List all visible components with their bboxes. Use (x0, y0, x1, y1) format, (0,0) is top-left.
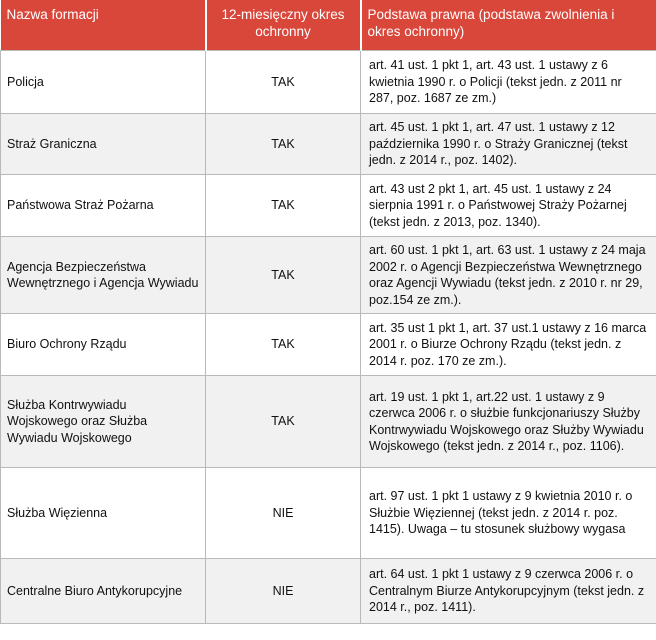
legal-basis-text: art. 60 ust. 1 pkt 1, art. 63 ust. 1 ustawy z 24 maja 2002 r. o Agencji Bezpieczeństwa Wewnętrznego oraz Agencji Wywiadu (tekst jedn. z 2010 r. nr 29, poz.154 ze zm.). (361, 237, 656, 314)
formation-name: Służba Kontrwywiadu Wojskowego oraz Służba Wywiadu Wojskowego (1, 376, 206, 468)
table-row (1, 376, 656, 468)
protection-period-value: NIE (206, 559, 361, 624)
formation-name: Państwowa Straż Pożarna (1, 175, 206, 237)
legal-basis-text: art. 43 ust 2 pkt 1, art. 45 ust. 1 ustawy z 24 sierpnia 1991 r. o Państwowej Straży Pożarnej (tekst jedn. z 2013, poz. 1340). (361, 175, 656, 237)
formation-name: Agencja Bezpieczeństwa Wewnętrznego i Agencja Wywiadu (1, 237, 206, 314)
legal-basis-text: art. 35 ust 1 pkt 1, art. 37 ust.1 ustawy z 16 marca 2001 r. o Biurze Ochrony Rządu (tekst jedn. z 2014 r. poz. 170 ze zm.). (361, 314, 656, 376)
table-row (1, 114, 656, 175)
table-row (1, 314, 656, 376)
protection-period-value: TAK (206, 237, 361, 314)
table-header-row (1, 0, 656, 51)
formation-name: Straż Graniczna (1, 114, 206, 175)
formation-name: Biuro Ochrony Rządu (1, 314, 206, 376)
legal-basis-text: art. 64 ust. 1 pkt 1 ustawy z 9 czerwca 2006 r. o Centralnym Biurze Antykorupcyjnym (tekst jedn. z 2014 r., poz. 1411). (361, 559, 656, 624)
formation-name: Policja (1, 51, 206, 114)
legal-basis-text: art. 19 ust. 1 pkt 1, art.22 ust. 1 ustawy z 9 czerwca 2006 r. o służbie funkcjonariuszy Służby Kontrwywiadu Wojskowego oraz Służby Wywiadu Wojskowego (tekst jedn. z 2014 r., poz. 1106). (361, 376, 656, 468)
legal-basis-text: art. 97 ust. 1 pkt 1 ustawy z 9 kwietnia 2010 r. o Służbie Więziennej (tekst jedn. z 2014 r. poz. 1415). Uwaga – tu stosunek służbowy wygasa (361, 468, 656, 559)
legal-basis-text: art. 41 ust. 1 pkt 1, art. 43 ust. 1 ustawy z 6 kwietnia 1990 r. o Policji (tekst jedn. z 2011 nr 287, poz. 1687 ze zm.) (361, 51, 656, 114)
table-row (1, 237, 656, 314)
table-row (1, 175, 656, 237)
protection-period-value: TAK (206, 51, 361, 114)
table-row (1, 51, 656, 114)
protection-period-value: NIE (206, 468, 361, 559)
protection-period-value: TAK (206, 114, 361, 175)
protection-period-value: TAK (206, 376, 361, 468)
table-row (1, 468, 656, 559)
protection-period-value: TAK (206, 175, 361, 237)
header-formation-name: Nazwa formacji (1, 0, 206, 51)
formation-name: Centralne Biuro Antykorupcyjne (1, 559, 206, 624)
legal-basis-text: art. 45 ust. 1 pkt 1, art. 47 ust. 1 ustawy z 12 października 1990 r. o Straży Granicznej (tekst jedn. z 2014 r., poz. 1402). (361, 114, 656, 175)
table-row (1, 559, 656, 624)
formation-name: Służba Więzienna (1, 468, 206, 559)
header-protection-period: 12-miesięczny okres ochronny (206, 0, 361, 51)
header-legal-basis: Podstawa prawna (podstawa zwolnienia i okres ochronny) (361, 0, 656, 51)
protection-period-value: TAK (206, 314, 361, 376)
